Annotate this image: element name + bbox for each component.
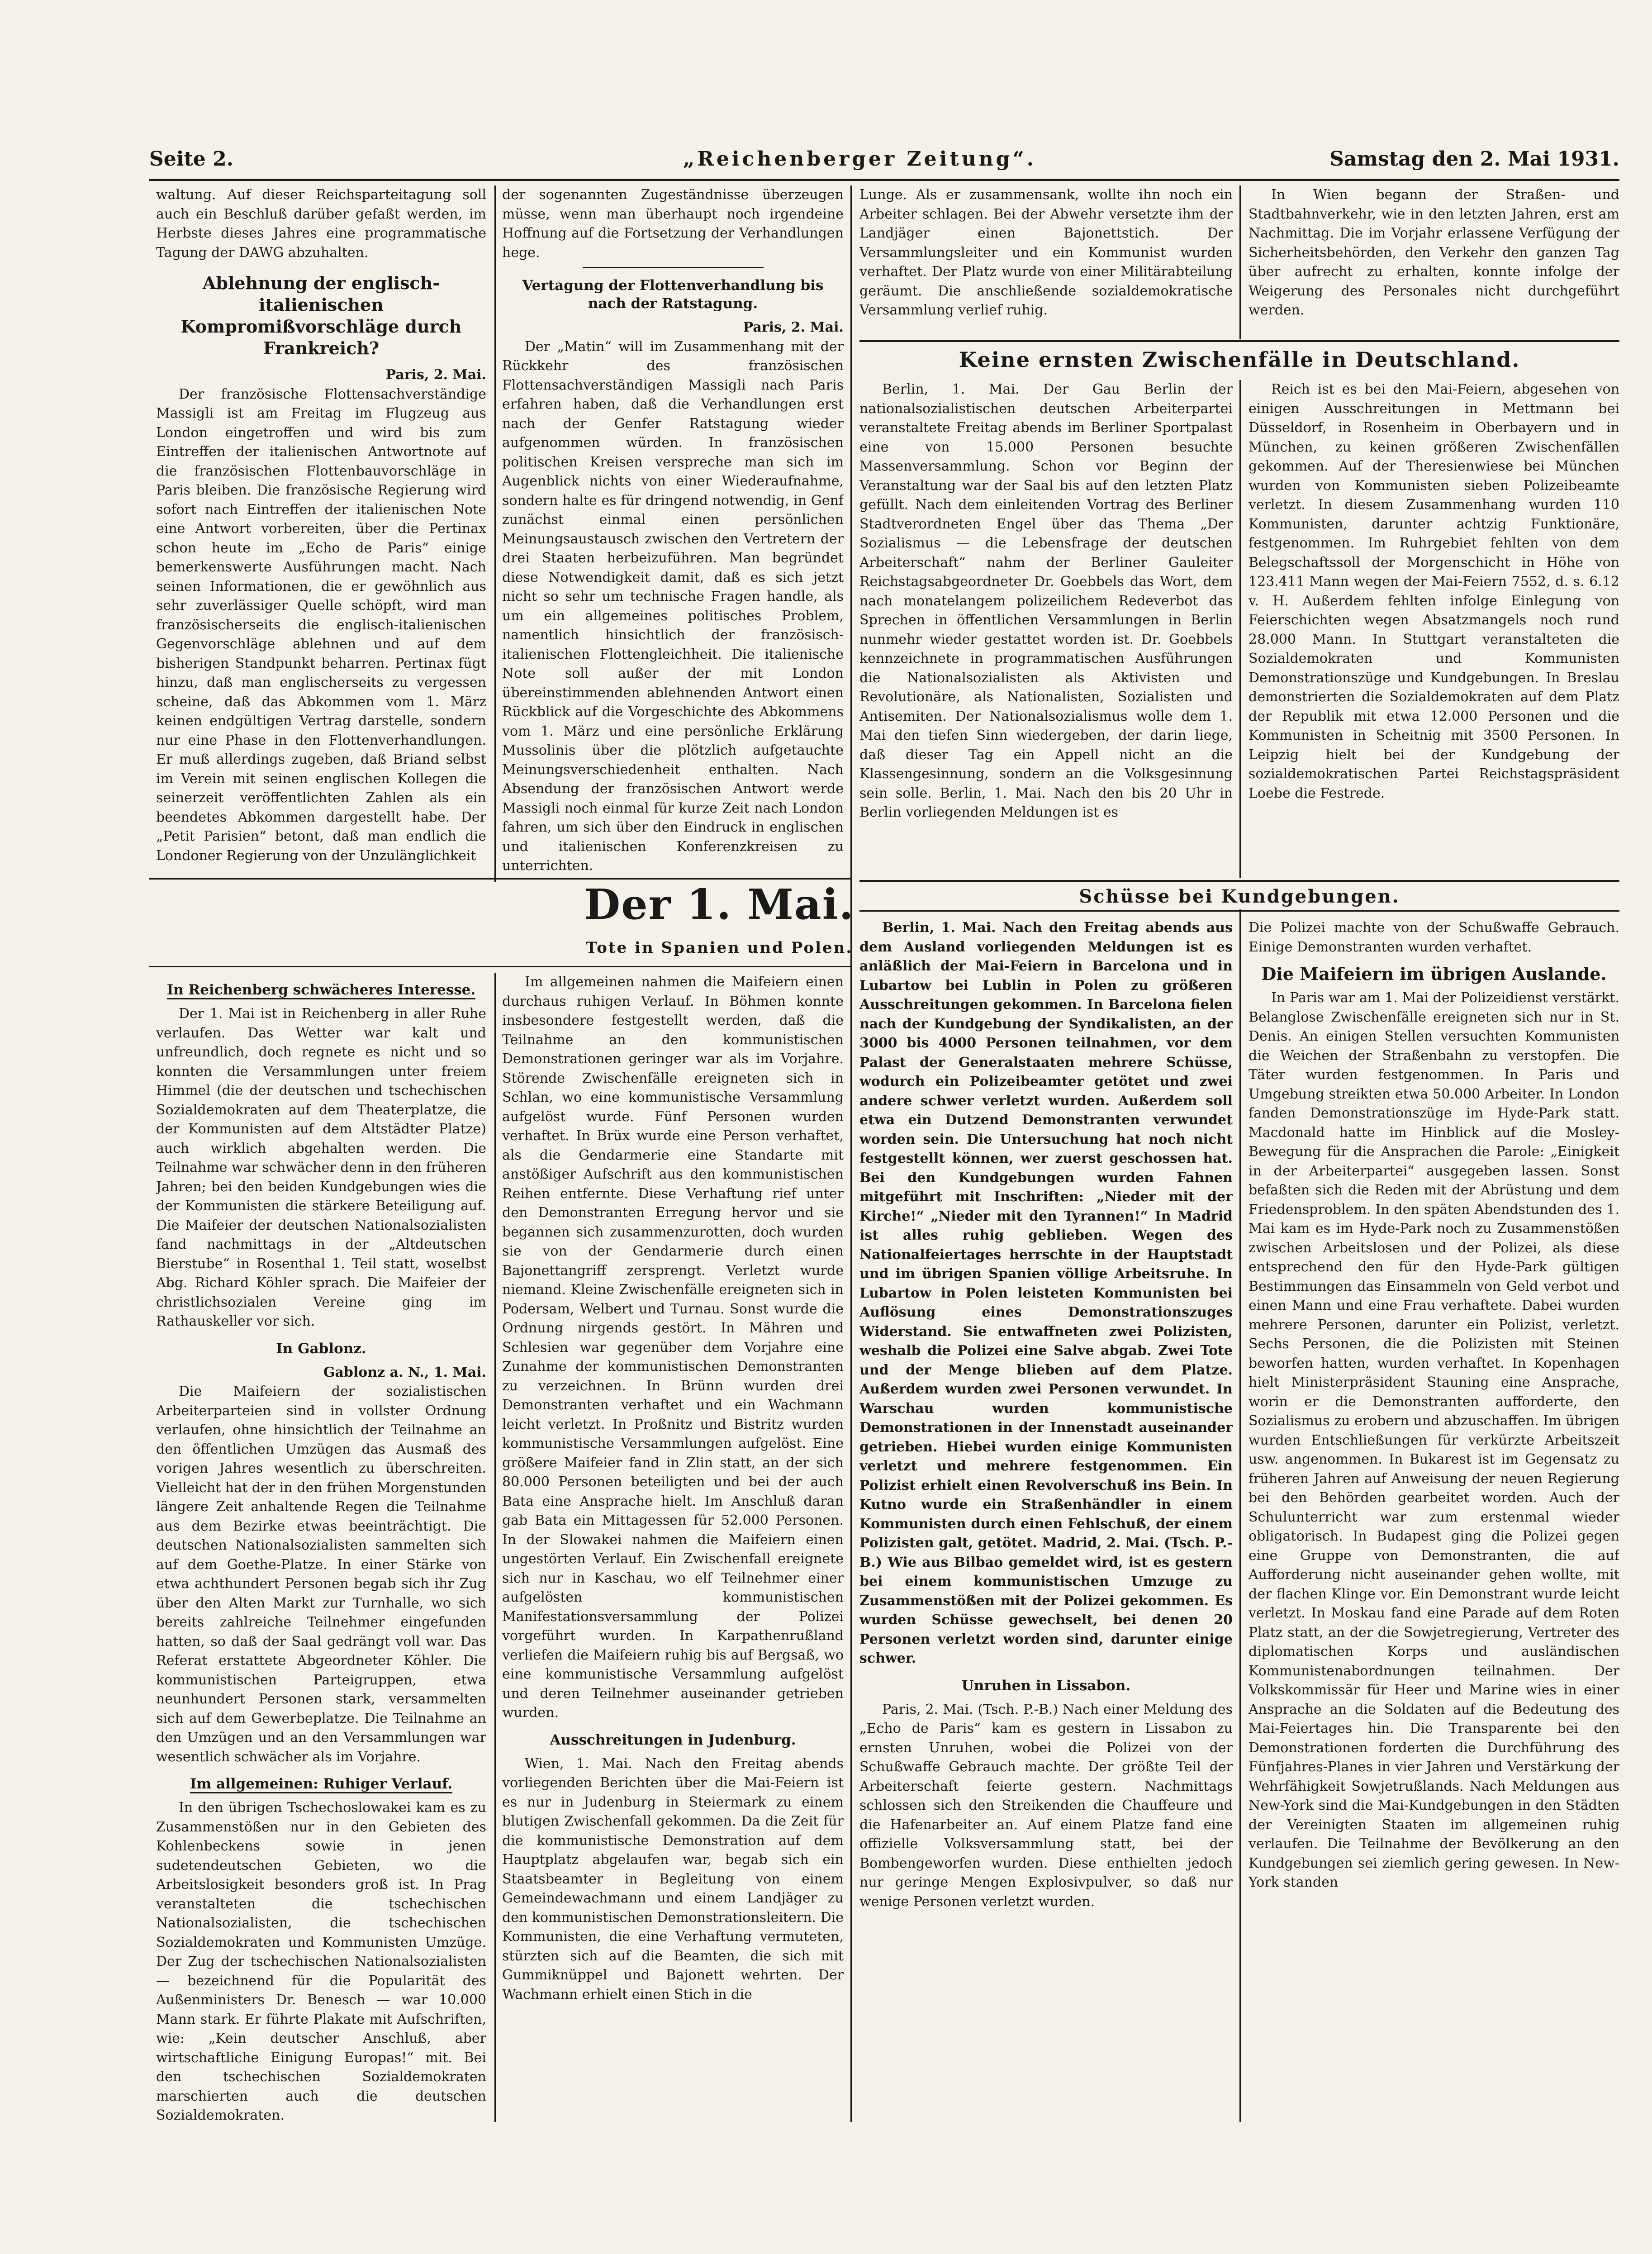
article-body: Berlin, 1. Mai. Der Gau Berlin der nationalsozialistischen deutschen Arbeiterpartei veranstaltete Freitag abends im Berliner Sportpalast eine von 15.000 Personen besuchte Massenversammlung. Schon vor Beginn der Veranstaltung war der Saal bis auf den letzten Platz gefüllt. Nach dem einleitenden Vortrag des Berliner Stadtverordneten Engel über das Thema „Der Sozialismus — die Lebensfrage der deutschen Arbeiterschaft“ nahm der Berliner Gauleiter Reichstagsabgeordneter Dr. Goebbels das Wort, dem nach monatelangem polizeilichem Redeverbot das Sprechen in öffentlichen Versammlungen in Berlin nunmehr wieder gestattet worden ist. Dr. Goebbels kennzeichnete in programmatischen Ausführungen die Nationalsozialisten als Aktivisten und Revolutionäre, als Nationalisten, Sozialisten und Antisemiten. Der Nationalsozialismus wolle dem 1. Mai den tiefen Sinn wiedergeben, der darin liege, daß dieser Tag ein Appell nicht an die Klassengesinnung, sondern an die Volksgesinnung sein solle. Berlin, 1. Mai. Nach den bis 20 Uhr in Berlin vorliegenden Meldungen ist es [859, 381, 1233, 820]
article-body: Wien, 1. Mai. Nach den Freitag abends vorliegenden Berichten über die Mai-Feiern ist es nur in Judenburg in Steiermark zu einem blutigen Zwischenfall gekommen. Da die Zeit für die kommunistische Demonstration auf dem Hauptplatz abgelaufen war, begab sich ein Staatsbeamter in Begleitung von einem Gemeindewachmann und einem Landjäger zu den kommunistischen Demonstrationsleitern. Die Kommunisten, die eine Verhaftung vermuteten, stürzten sich auf die Beamten, die sich mit Gummiknüppel und Bajonett wehrten. Der Wachmann erhielt einen Stich in die [502, 1755, 844, 2002]
column-rule [850, 185, 852, 2122]
article-body: Im allgemeinen nahmen die Maifeiern einen durchaus ruhigen Verlauf. In Böhmen konnte insbesondere festgestellt werden, daß die Teilnahme an den kommunistischen Demonstrationen geringer war als im Vorjahre. Störende Zwischenfälle ereigneten sich in Schlan, wo eine kommunistische Versammlung aufgelöst wurde. Fünf Personen wurden verhaftet. In Brüx wurde eine Person verhaftet, als die Gendarmerie eine Standarte mit anstößiger Aufschrift aus den kommunistischen Reihen entfernte. Diese Verhaftung rief unter den Demonstranten Erregung hervor und sie begannen sich zusammenzurotten, doch wurden sie von der Gendarmerie durch einen Bajonettangriff zersprengt. Verletzt wurde niemand. Kleine Zwischenfälle ereigneten sich in Podersam, Welbert und Turnau. Sonst wurde die Ordnung nirgends gestört. In Mähren und Schlesien war gegenüber dem Vorjahre eine Zunahme der kommunistischen Demonstranten zu verzeichnen. In Brünn wurden drei Demonstranten verhaftet und ein Wachmann leicht verletzt. In Proßnitz und Bistritz wurden kommunistische Versammlungen aufgelöst. Eine größere Maifeier fand in Zlin statt, an der sich 80.000 Personen beteiligten und bei der auch Bata eine Ansprache hielt. Im Anschluß daran gab Bata ein Mittagessen für 52.000 Personen. In der Slowakei nahmen die Maifeiern einen ungestörten Verlauf. Ein Zwischenfall ereignete sich nur in Kaschau, wo elf Teilnehmer einer aufgelösten kommunistischen Manifestationsversammlung der Polizei vorgeführt wurden. In Karpathenrußland verliefen die Maifeiern ruhig bis auf Bergsaß, wo eine kommunistische Versammlung aufgelöst und deren Teilnehmer auseinander getrieben wurden. [502, 974, 844, 1721]
article-headline: Unruhen in Lissabon. [961, 1677, 1131, 1694]
headline-text: Im allgemeinen: Ruhiger Verlauf. [190, 1776, 452, 1793]
may-column-3 [859, 918, 1233, 2122]
article-headline [156, 981, 486, 999]
column-rule [1239, 909, 1241, 2122]
dateline: Gablonz a. N., 1. Mai. [323, 1364, 486, 1380]
article-headline: Vertagung der Flottenverhandlung bis nach der Ratstagung. [522, 277, 824, 312]
article-headline [156, 1775, 486, 1793]
page-number: Seite 2. [149, 147, 234, 171]
may-column-4 [1248, 918, 1619, 2122]
article-text: In Wien begann der Straßen- und Stadtbahnverkehr, wie in den letzten Jahren, erst am Nachmittag. Die im Vorjahr erlassene Verfügung der Sicherheitsbehörden, den Verkehr den ganzen Tag über aufrecht zu erhalten, konnte infolge der Weigerung des Personales nicht durchgeführt werden. [1248, 187, 1619, 318]
article-body: In Paris war am 1. Mai der Polizeidienst verstärkt. Belanglose Zwischenfälle ereigneten sich nur in St. Denis. An einigen Stellen versuchten Kommunisten die Weichen der Straßenbahn zu verstopfen. Die Täter wurden festgenommen. In Paris und Umgebung streikten etwa 50.000 Arbeiter. In London fanden Demonstrationszüge im Hyde-Park statt. Macdonald hatte im Hinblick auf die Mosley-Bewegung für die Ansprachen die Parole: „Einigkeit in der Arbeiterpartei“ ausgegeben lassen. Sonst befaßten sich die Reden mit der Abrüstung und dem Friedensproblem. In den späten Abendstunden des 1. Mai kam es im Hyde-Park noch zu Zusammenstößen zwischen Arbeitslosen und der Polizei, als diese entsprechend den für den Hyde-Park gültigen Bestimmungen das Einsammeln von Geld verbot und einen Mann und eine Frau verhaftete. Dabei wurden mehrere Personen, darunter ein Polizist, verletzt. Sechs Personen, die die Polizisten mit Steinen beworfen hatten, wurden verhaftet. In Kopenhagen hielt Ministerpräsident Stauning eine Ansprache, worin er die Demonstranten aufforderte, den Sozialismus zu erobern und abzuschaffen. Im übrigen wurden Entschließungen für verkürzte Arbeitszeit usw. angenommen. In Bukarest ist im Gegensatz zu früheren Jahren auf Anweisung der neuen Regierung bei den Behörden gearbeitet worden. Auch der Schulunterricht war zum erstenmal wieder obligatorisch. In Budapest ging die Polizei gegen eine Gruppe von Demonstranten, die auf Aufforderung nicht auseinander gehen wollte, mit der flachen Klinge vor. Ein Demonstrant wurde leicht verletzt. In Moskau fand eine Parade auf dem Roten Platz statt, an der die Sowjetregierung, Vertreter des diplomatischen Korps und ausländischen Kommunistenabordnungen teilnahmen. Der Volkskommissär für Heer und Marine wies in einer Ansprache an die Soldaten auf die Bedeutung des Mai-Feiertages hin. Die Transparente bei den Demonstrationen forderten die Durchführung des Fünfjahres-Planes in vier Jahren und Verstärkung der Wehrfähigkeit Sowjetrußlands. Nach Meldungen aus New-York sind die Mai-Kundgebungen in den Städten der Vereinigten Staaten im allgemeinen ruhig verlaufen. Die Teilnahme der Bevölkerung an den Kundgebungen sei ziemlich gering gewesen. In New-York standen [1248, 990, 1619, 1890]
article-headline: Keine ernsten Zwischenfälle in Deutschland. [959, 347, 1520, 372]
divider [149, 966, 850, 967]
column-rule [494, 185, 496, 882]
dateline: Paris, 2. Mai. [743, 319, 844, 335]
article-continuation: Lunge. Als er zusammensank, wollte ihn noch ein Arbeiter schlagen. Bei der Abwehr versetzte ihm der Landjäger einen Bajonettstich. Der Versammlungsleiter und ein Kommunist wurden verhaftet. Der Platz wurde von einer Militärabteilung geräumt. Die anschließende sozialdemokratische Versammlung verlief ruhig. [859, 187, 1233, 318]
article-body: Der französische Flottensachverständige Massigli ist am Freitag im Flugzeug aus London eingetroffen und wird bis zum Eintreffen der italienischen Antwortnote auf die französischen Flottenbauvorschläge in Paris bleiben. Die französische Regierung wird sofort nach Eintreffen der italienischen Note eine Antwort vorbereiten, über die Pertinax schon heute im „Echo de Paris“ einige bemerkenswerte Ausführungen macht. Nach seinen Informationen, die er gewöhnlich aus sehr zuverlässiger Quelle schöpft, wird man französischerseits die englisch-italienischen Gegenvorschläge ablehnen und auf dem bisherigen Standpunkt beharren. Pertinax fügt hinzu, daß man englischerseits zu vergessen scheine, daß das Abkommen vom 1. März keinen endgültigen Vertrag darstelle, sondern nur eine Phase in den Flottenverhandlungen. Er muß allerdings zugeben, daß Briand selbst im Verein mit seinen englischen Kollegen die seinerzeit veröffentlichten Zahlen als ein beendetes Abkommen dargestellt habe. Der „Petit Parisien“ betont, daß man endlich die Londoner Regierung von der Unzulänglichkeit [156, 386, 486, 864]
headline-text: In Reichenberg schwächeres Interesse. [167, 982, 476, 999]
germany-left [859, 380, 1233, 878]
article-body: Berlin, 1. Mai. Nach den Freitag abends aus dem Ausland vorliegenden Meldungen ist es anläßlich der Mai-Feiern in Barcelona und in Lubartow bei Lublin in Polen zu größeren Ausschreitungen gekommen. In Barcelona fielen nach der Kundgebung der Syndikalisten, an der 3000 bis 4000 Personen teilnahmen, vor dem Palast der Generalstaaten mehrere Schüsse, wodurch ein Polizeibeamter getötet und zwei andere schwer verletzt wurden. Außerdem soll etwa ein Dutzend Demonstranten verwundet worden sein. Die Untersuchung hat noch nicht festgestellt können, wer zuerst geschossen hat. Bei den Kundgebungen wurden Fahnen mitgeführt mit Inschriften: „Nieder mit der Kirche!“ „Nieder mit den Tyrannen!“ In Madrid ist alles ruhig geblieben. Wegen des Nationalfeiertages herrschte in der Hauptstadt und im übrigen Spanien völlige Arbeitsruhe. In Lubartow in Polen leisteten Kommunisten bei Auflösung eines Demonstrationszuges Widerstand. Sie entwaffneten zwei Polizisten, weshalb die Polizei eine Salve abgab. Zwei Tote und der Menge blieben auf dem Platze. Außerdem wurden zwei Personen verwundet. In Warschau wurden kommunistische Demonstrationen in der Innenstadt auseinander getrieben. Hiebei wurden einige Kommunisten verletzt und mehrere festgenommen. Ein Polizist erhielt einen Revolverschuß ins Bein. In Kutno wurde ein Straßenhändler in einem Kommunisten durch einen Fehlschuß, der einem Polizisten galt, getötet. Madrid, 2. Mai. (Tsch. P.-B.) Wie aus Bilbao gemeldet wird, ist es gestern bei einem kommunistischen Umzuge zu Zusammenstößen mit der Polizei gekommen. Es wurden Schüsse gewechselt, bei denen 20 Personen verletzt worden sind, darunter einige schwer. [859, 920, 1233, 1666]
masthead: „Reichenberger Zeitung“. [683, 147, 1037, 171]
divider [583, 267, 764, 268]
column-rule [1239, 380, 1241, 878]
issue-date: Samstag den 2. Mai 1931. [1329, 147, 1619, 171]
article-headline: In Gablonz. [276, 1340, 366, 1357]
column-rule [494, 973, 496, 2122]
section-subtitle: Tote in Spanien und Polen. [585, 939, 853, 957]
divider [149, 878, 850, 880]
article-continuation: der sogenannten Zugeständnisse überzeugen müsse, wenn man überhaupt noch irgendeine Hoffnung auf die Fortsetzung der Verhandlungen hege. [502, 187, 844, 261]
column-rule [1239, 185, 1241, 339]
page-header [149, 144, 1619, 176]
article-body: Der 1. Mai ist in Reichenberg in aller Ruhe verlaufen. Das Wetter war kalt und unfreundlich, doch regnete es nicht und so konnten die Versammlungen unter freiem Himmel (die der deutschen und tschechischen Sozialdemokraten auf dem Theaterplatze, die der Kommunisten auf dem Altstädter Platze) auch wirklich abgehalten werden. Die Teilnahme war schwächer denn in den früheren Jahren; bei den beiden Kundgebungen wies die der Kommunisten die stärkere Beteiligung auf. Die Maifeier der deutschen Nationalsozialisten fand nachmittags in der „Altdeutschen Bierstube“ in Rosenthal 1. Teil statt, woselbst Abg. Richard Köhler sprach. Die Maifeier der christlichsozialen Vereine ging im Rathauskeller vor sich. [156, 1006, 486, 1329]
may-column-1 [156, 973, 486, 2122]
article-body: In den übrigen Tschechoslowakei kam es zu Zusammenstößen nur in den Gebieten des Kohlenbeckens sowie in jenen sudetendeutschen Gebieten, wo die Arbeitslosigkeit besonders groß ist. In Prag veranstalteten die tschechischen Nationalsozialisten, die tschechischen Sozialdemokraten und Kommunisten Umzüge. Der Zug der tschechischen Nationalsozialisten — bezeichnend für die Popularität des Außenministers Dr. Benesch — war 10.000 Mann stark. Er führte Plakate mit Aufschriften, wie: „Kein deutscher Anschluß, aber wirtschaftliche Einigung Europas!“ mit. Bei den tschechischen Sozialdemokraten marschierten auch die deutschen Sozialdemokraten. [156, 1800, 486, 2122]
article-body: Reich ist es bei den Mai-Feiern, abgesehen von einigen Ausschreitungen in Mettmann bei Düsseldorf, in Rosenheim in Oberbayern und in München, zu keinen größeren Zwischenfällen gekommen. Auf der Theresienwiese bei München wurden von Kommunisten sieben Polizeibeamte verletzt. In diesem Zusammenhang wurden 110 Kommunisten, darunter achtzig Funktionäre, festgenommen. Im Ruhrgebiet fehlten von dem Belegschaftssoll der Morgenschicht in Höhe von 123.411 Mann wegen der Mai-Feiern 7552, d. s. 6.12 v. H. Außerdem fehlten infolge Einlegung von Feierschichten wegen Absatzmangels noch rund 28.000 Mann. In Stuttgart veranstalteten die Sozialdemokraten und Kommunisten Demonstrationszüge und Kundgebungen. In Breslau demonstrierten die Sozialdemokraten auf dem Platz der Republik mit etwa 12.000 Personen und die Kommunisten in Scheitnig mit 3500 Personen. In Leipzig hielt bei der Kundgebung der sozialdemokratischen Partei Reichstagspräsident Loebe die Festrede. [1248, 381, 1619, 801]
article-text: Die Polizei machte von der Schußwaffe Gebrauch. Einige Demonstranten wurden verhaftet. [1248, 920, 1619, 955]
dateline: Paris, 2. Mai. [385, 367, 486, 383]
article-headline: Ablehnung der englisch-italienischen Kompromißvorschläge durch Frankreich? [180, 273, 462, 358]
may-column-2 [502, 973, 844, 2122]
article-body: Die Maifeiern der sozialistischen Arbeiterparteien sind in vollster Ordnung verlaufen, ohne hinsichtlich der Teilnahme an den öffentlichen Umzügen das Ausmaß des vorigen Jahres wesentlich zu überschreiten. Vielleicht hat der in den frühen Morgenstunden längere Zeit anhaltende Regen die Teilnahme aus dem Bezirke etwas beeinträchtigt. Die deutschen Nationalsozialisten sammelten sich auf dem Goethe-Platze. In einer Stärke von etwa achthundert Personen begab sich ihr Zug über den Alten Markt zur Turnhalle, wo sich bereits zahlreiche Teilnehmer eingefunden hatten, so daß der Saal gedrängt voll war. Das Referat erstattete Abgeordneter Köhler. Die kommunistischen Parteigruppen, etwa neunhundert Personen stark, versammelten sich auf dem Gewerbeplatze. Die Teilnahme an den Umzügen und an den Versammlungen war wesentlich schwächer als im Vorjahre. [156, 1384, 486, 1765]
germany-right [1248, 380, 1619, 878]
column-2-top [502, 185, 844, 882]
column-1-top [156, 185, 486, 882]
article-continuation: waltung. Auf dieser Reichsparteitagung soll auch ein Beschluß darüber gefaßt werden, im Herbste dieses Jahres eine programmatische Tagung der DAWG abzuhalten. [156, 187, 486, 261]
article-headline: Schüsse bei Kundgebungen. [1079, 886, 1400, 907]
column-4-top [1248, 185, 1619, 339]
column-3-top [859, 185, 1233, 339]
article-headline: Ausschreitungen in Judenburg. [550, 1731, 796, 1748]
divider [859, 910, 1619, 912]
section-title: Der 1. Mai. [584, 880, 854, 929]
article-body: Paris, 2. Mai. (Tsch. P.-B.) Nach einer Meldung des „Echo de Paris“ kam es gestern in Lissabon zu ernsten Unruhen, wobei die Polizei von der Schußwaffe Gebrauch machte. Der größte Teil der Arbeiterschaft feierte gestern. Nachmittags schlossen sich den Streikenden die Chauffeure und die Hafenarbeiter an. Auf einem Platze fand eine offizielle Volksversammlung statt, bei der Bombengeworfen wurden. Diese enthielten jedoch nur geringe Mengen Explosivpulver, so daß nur wenige Personen verletzt wurden. [859, 1701, 1233, 1910]
header-rule [149, 179, 1619, 181]
divider [859, 880, 1619, 882]
article-headline: Die Maifeiern im übrigen Auslande. [1261, 964, 1607, 984]
article-body: Der „Matin“ will im Zusammenhang mit der Rückkehr des französischen Flottensachverständigen Massigli nach Paris erfahren haben, daß die Verhandlungen erst nach der Genfer Ratstagung wieder aufgenommen würden. In französischen politischen Kreisen verspreche man sich im Augenblick nichts von einer Wiederaufnahme, sondern halte es für dringend notwendig, in Genf zunächst einmal einen persönlichen Meinungsaustausch zwischen den Vertretern der drei Staaten herbeizuführen. Man begründet diese Notwendigkeit damit, daß es sich jetzt nicht so sehr um technische Fragen handle, als um ein allgemeines politisches Problem, namentlich hinsichtlich der französisch-italienischen Flottengleichheit. Die italienische Note soll außer der mit London übereinstimmenden ablehnenden Antwort einen Rückblick auf die Vorgeschichte des Abkommens vom 1. März und eine persönliche Erklärung Mussolinis über die plötzlich aufgetauchte Meinungsverschiedenheit enthalten. Nach Absendung der französischen Antwort werde Massigli noch einmal für kurze Zeit nach London fahren, um sich über den Eindruck in englischen und italienischen Konferenzkreisen zu unterrichten. [502, 338, 844, 874]
divider [859, 340, 1619, 342]
